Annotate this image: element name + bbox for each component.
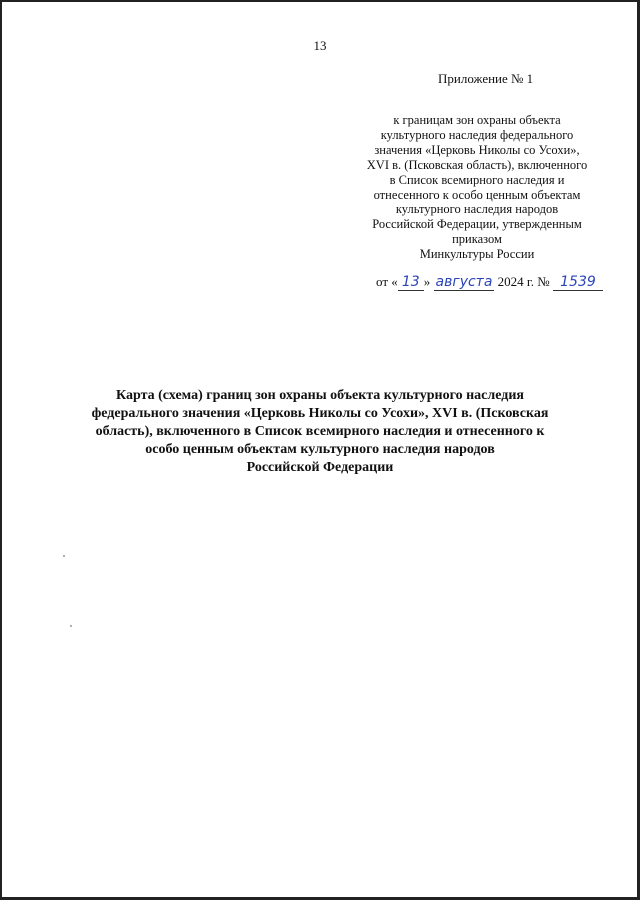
- approval-line: культурного наследия федерального: [380, 127, 574, 142]
- approval-line: в Список всемирного наследия и: [389, 172, 565, 187]
- approval-line: Минкультуры России: [419, 247, 535, 262]
- approval-line: XVI в. (Псковская область), включенного: [366, 157, 588, 172]
- order-date-number: [376, 274, 603, 291]
- approval-line: к границам зон охраны объекта: [393, 113, 561, 127]
- scan-speck: [70, 625, 72, 627]
- scan-edge-top: [0, 0, 640, 2]
- order-mid: »: [423, 274, 434, 289]
- appendix-label: Приложение № 1: [438, 71, 534, 86]
- approval-line: отнесенного к особо ценным объектам: [373, 187, 581, 202]
- map-title-line: Карта (схема) границ зон охраны объекта культурного наследия: [116, 388, 524, 403]
- order-prefix: от «: [376, 274, 398, 289]
- approval-line: культурного наследия народов: [395, 202, 559, 217]
- order-year: 2024 г. №: [494, 274, 553, 289]
- scan-speck: [63, 555, 65, 557]
- approval-line: значения «Церковь Николы со Усохи»,: [374, 142, 580, 157]
- map-title-line: область), включенного в Список всемирного наследия и отнесенного к: [95, 424, 545, 439]
- map-title: [40, 387, 600, 477]
- map-title-line: федерального значения «Церковь Николы со Усохи», XVI в. (Псковская: [91, 406, 549, 421]
- scan-edge-left: [0, 0, 2, 900]
- approval-block: [338, 113, 616, 262]
- approval-line: приказом: [452, 232, 502, 247]
- map-title-line: Российской Федерации: [246, 460, 394, 475]
- page-number: 13: [313, 38, 327, 53]
- order-day-handwritten: 13: [398, 275, 424, 291]
- order-month-handwritten: августа: [435, 274, 493, 290]
- map-title-line: особо ценным объектам культурного наследия народов: [145, 442, 495, 457]
- approval-line: Российской Федерации, утвержденным: [372, 217, 582, 232]
- order-number-handwritten: 1539: [553, 275, 603, 291]
